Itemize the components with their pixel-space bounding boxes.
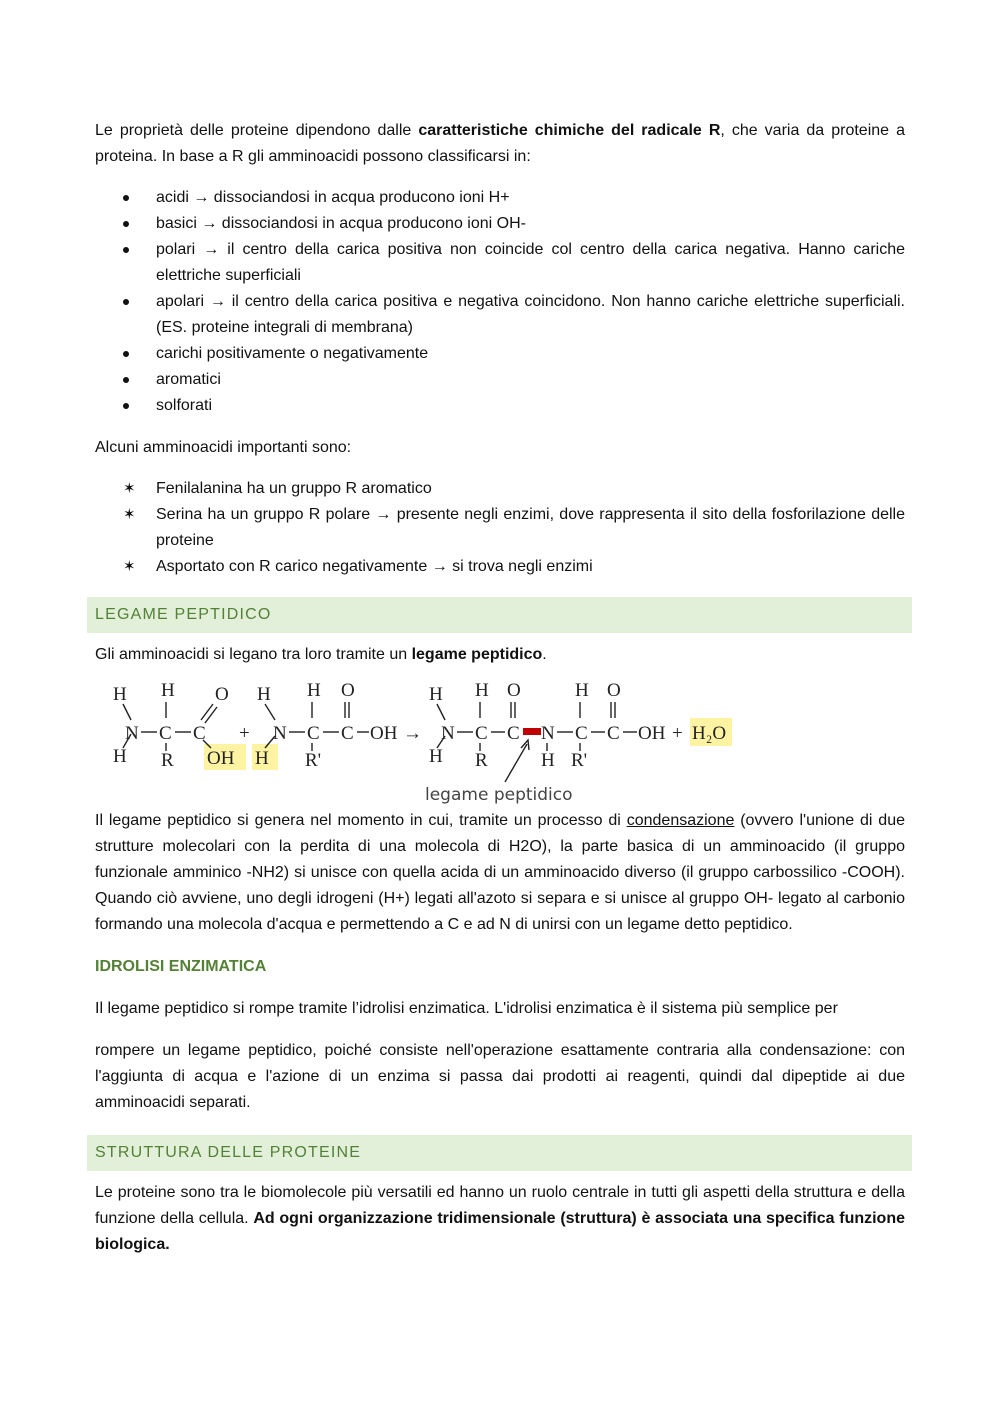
bullet-icon [123, 341, 143, 357]
svg-text:H: H [161, 680, 175, 701]
list-item: apolari → il centro della carica positiva e negativa coincidono. Non hanno cariche elettriche superficiali. (ES. proteine integrali di membrana) [95, 289, 905, 341]
svg-text:N: N [541, 723, 555, 744]
list-item: ✶ Fenilalanina ha un gruppo R aromatico [95, 476, 905, 502]
svg-text:C: C [341, 723, 354, 744]
section-heading-legame-peptidico: LEGAME PEPTIDICO [87, 597, 912, 633]
svg-text:H: H [255, 748, 269, 769]
bullet-icon [123, 393, 143, 409]
list-item: polari → il centro della carica positiva non coincide col centro della carica negativa. Hanno cariche elettriche superficiali [95, 237, 905, 289]
bullet-icon [123, 211, 143, 227]
svg-text:C: C [507, 723, 520, 744]
svg-text:H: H [541, 750, 555, 771]
section-heading-struttura: STRUTTURA DELLE PROTEINE [87, 1135, 912, 1171]
bullet-icon [123, 367, 143, 383]
intro-text: Le proprietà delle proteine dipendono dalle [95, 122, 419, 139]
hydrolysis-paragraph-1: Il legame peptidico si rompe tramite l’idrolisi enzimatica. L'idrolisi enzimatica è il sistema più semplice per [95, 1000, 838, 1017]
svg-text:H: H [429, 746, 443, 767]
svg-text:OH: OH [638, 723, 666, 744]
svg-text:H: H [307, 680, 321, 701]
list-item: aromatici [95, 367, 905, 393]
document-page [95, 118, 905, 1258]
bullet-icon [123, 237, 143, 253]
list-item: solforati [95, 393, 905, 419]
star-bullet-icon: ✶ [123, 506, 136, 523]
svg-text:O: O [215, 684, 229, 705]
list-item: ✶ Serina ha un gruppo R polare → presente negli enzimi, dove rappresenta il sito della fosforilazione delle proteine [95, 502, 905, 554]
hydrolysis-paragraph-2: rompere un legame peptidico, poiché consiste nell'operazione esattamente contraria alla condensazione: con l'aggiunta di acqua e l'azione di un enzima si passa dai prodotti ai reagenti, quindi dal dipeptide ai due amminoacidi separati. [95, 1042, 905, 1111]
svg-text:OH: OH [207, 748, 235, 769]
svg-text:R': R' [571, 750, 588, 771]
svg-text:R': R' [305, 750, 322, 771]
svg-text:O: O [607, 680, 621, 701]
subheading-idrolisi: IDROLISI ENZIMATICA [95, 958, 267, 975]
peptide-intro: Gli amminoacidi si legano tra loro tramite un legame peptidico. [95, 646, 547, 663]
svg-text:H: H [257, 684, 271, 705]
important-list [95, 476, 905, 580]
svg-text:C: C [193, 723, 206, 744]
svg-text:N: N [441, 723, 455, 744]
svg-text:C: C [607, 723, 620, 744]
svg-text:O: O [507, 680, 521, 701]
structure-paragraph: Le proteine sono tra le biomolecole più versatili ed hanno un ruolo centrale in tutti gli aspetti della struttura e della funzione della cellula. Ad ogni organizzazione tridimensionale (struttura) è associata una specifica funzione biologica. [95, 1184, 905, 1253]
star-bullet-icon: ✶ [123, 558, 136, 575]
peptide-reaction-diagram [95, 678, 755, 804]
svg-text:N: N [273, 723, 287, 744]
star-bullet-icon: ✶ [123, 480, 136, 497]
svg-text:→: → [403, 723, 422, 744]
svg-text:R: R [475, 750, 488, 771]
svg-text:O: O [341, 680, 355, 701]
svg-text:N: N [125, 723, 139, 744]
bullet-icon [123, 185, 143, 201]
intro-bold: caratteristiche chimiche del radicale R [418, 122, 721, 139]
figure-caption: legame peptidico [425, 785, 573, 804]
water-label: H₂O [692, 723, 727, 744]
intro-paragraph [95, 118, 905, 170]
svg-text:C: C [575, 723, 588, 744]
svg-text:H: H [113, 684, 127, 705]
list-item: basici → dissociandosi in acqua producono ioni OH- [95, 211, 905, 237]
svg-text:OH: OH [370, 723, 398, 744]
classification-list [95, 185, 905, 419]
peptide-paragraph: Il legame peptidico si genera nel momento in cui, tramite un processo di condensazione (ovvero l'unione di due strutture molecolari con la perdita di una molecola di H2O), la parte basica di un amminoacido (il gruppo funzionale amminico -NH2) si unisce con quella acida di un amminoacido diverso (il gruppo carbossilico -COOH). Quando ciò avviene, uno degli idrogeni (H+) legati all'azoto si separa e si unisce al gruppo OH- legato al carbonio formando una molecola d'acqua e permettendo a C e ad N di unirsi con un legame detto peptidico. [95, 812, 906, 933]
peptide-bond-figure [95, 678, 905, 804]
important-intro: Alcuni amminoacidi importanti sono: [95, 439, 352, 456]
svg-text:H: H [113, 746, 127, 767]
list-item: ✶ Asportato con R carico negativamente → si trova negli enzimi [95, 554, 905, 580]
svg-text:+: + [672, 723, 683, 744]
svg-text:C: C [475, 723, 488, 744]
svg-text:+: + [239, 723, 250, 744]
intro-text-end: , che varia da proteine a proteina. In base a R gli amminoacidi possono classificarsi in: [95, 122, 905, 165]
svg-text:C: C [159, 723, 172, 744]
svg-text:H: H [575, 680, 589, 701]
list-item: acidi → dissociandosi in acqua producono ioni H+ [95, 185, 905, 211]
peptide-bond-mark [523, 728, 541, 735]
svg-text:C: C [307, 723, 320, 744]
svg-text:H: H [475, 680, 489, 701]
list-item: carichi positivamente o negativamente [95, 341, 905, 367]
svg-text:H: H [429, 684, 443, 705]
svg-text:R: R [161, 750, 174, 771]
bullet-icon [123, 289, 143, 305]
